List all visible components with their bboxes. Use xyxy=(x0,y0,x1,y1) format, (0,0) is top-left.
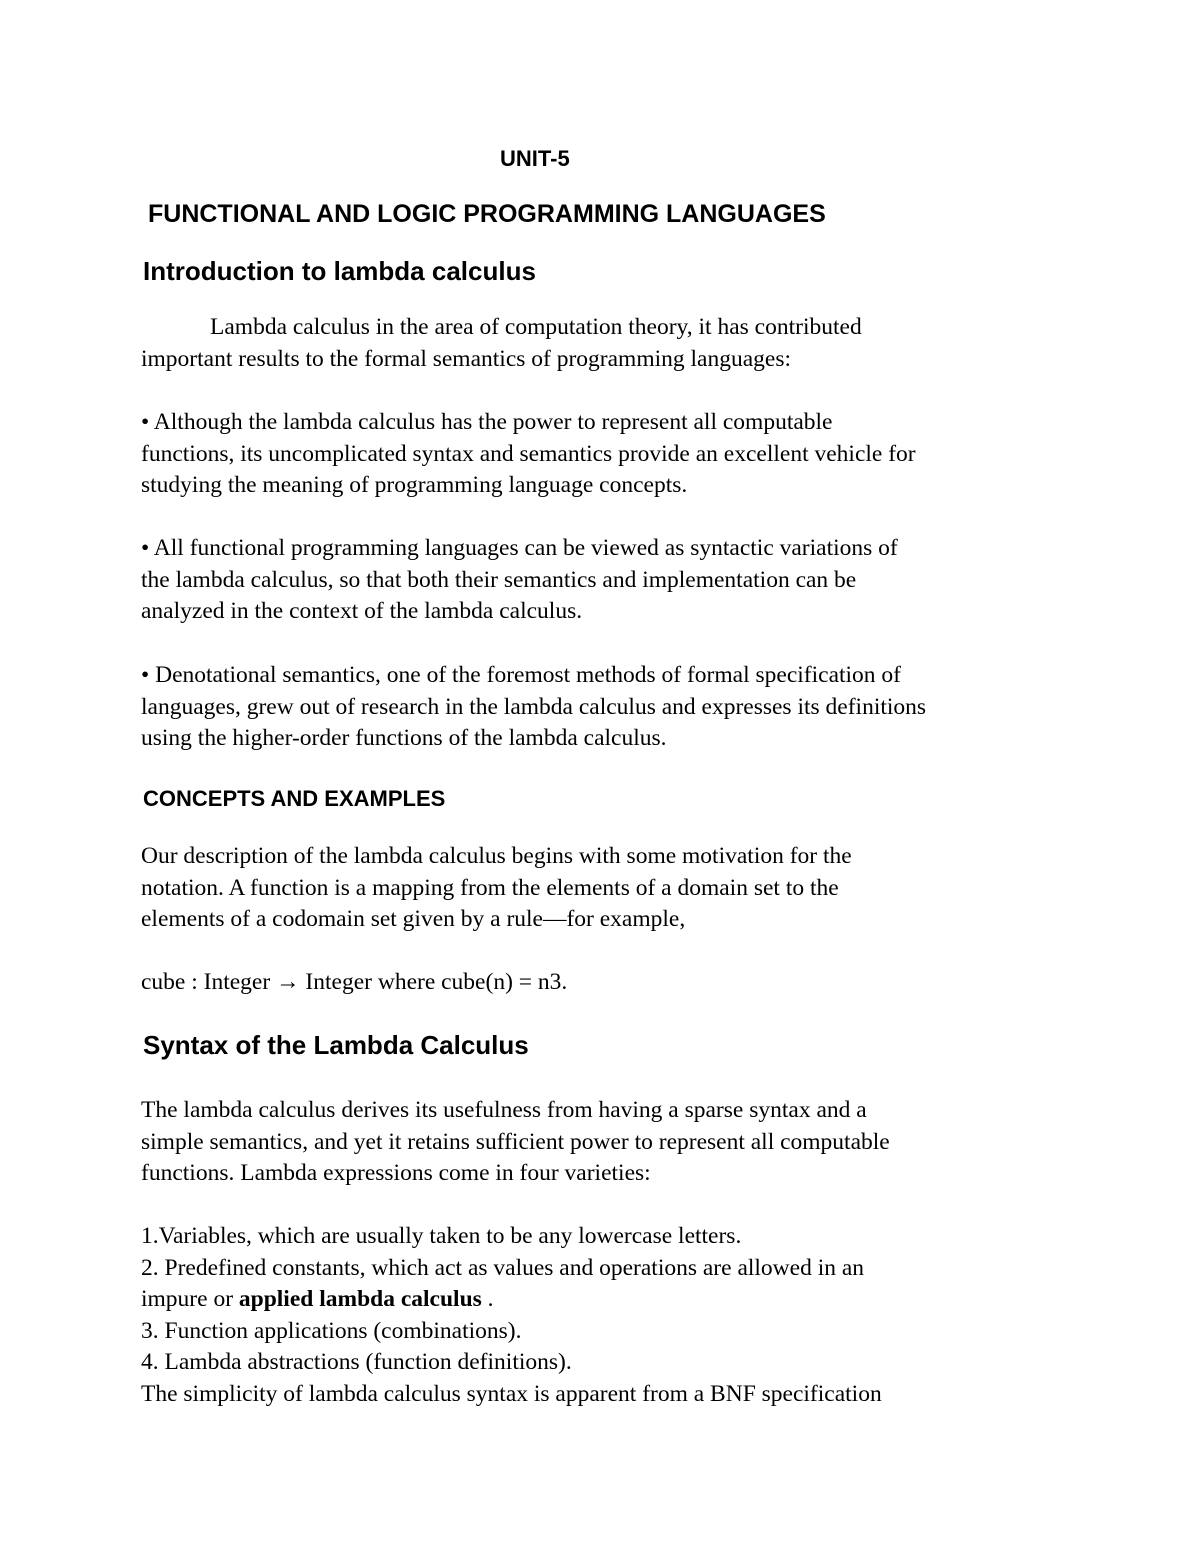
unit-label: UNIT-5 xyxy=(500,146,570,171)
text-line: notation. A function is a mapping from the elements of a domain set to the xyxy=(141,874,839,901)
cube-example: cube : Integer → Integer where cube(n) = n3. xyxy=(141,969,568,995)
document-title: FUNCTIONAL AND LOGIC PROGRAMMING LANGUAGES xyxy=(148,200,826,228)
heading-concepts-examples: CONCEPTS AND EXAMPLES xyxy=(143,786,446,811)
syntax-paragraph xyxy=(141,1095,890,1190)
text-line: The lambda calculus derives its usefulness from having a sparse syntax and a xyxy=(141,1097,867,1123)
text-line: important results to the formal semantics of programming languages: xyxy=(141,345,792,372)
text-line: using the higher-order functions of the lambda calculus. xyxy=(141,725,667,751)
text-line: • All functional programming languages can be viewed as syntactic variations of xyxy=(141,535,898,561)
text-line: languages, grew out of research in the lambda calculus and expresses its definitions xyxy=(141,693,927,720)
bullet-computable xyxy=(141,407,916,502)
text-run: impure or xyxy=(141,1286,239,1312)
heading-syntax-lambda: Syntax of the Lambda Calculus xyxy=(143,1030,529,1060)
list-item: 3. Function applications (combinations). xyxy=(141,1317,522,1344)
text-line: Our description of the lambda calculus begins with some motivation for the xyxy=(141,843,852,869)
list-item-continued xyxy=(141,1284,882,1316)
bold-term: applied lambda calculus xyxy=(238,1286,482,1312)
text-line: • Denotational semantics, one of the foremost methods of formal specification of xyxy=(141,662,902,688)
closing-line: The simplicity of lambda calculus syntax is apparent from a BNF specification xyxy=(141,1380,882,1407)
intro-paragraph xyxy=(141,312,862,375)
text-line: the lambda calculus, so that both their semantics and implementation can be xyxy=(141,566,857,593)
text-line: functions, its uncomplicated syntax and semantics provide an excellent vehicle for xyxy=(141,440,916,467)
concepts-paragraph xyxy=(141,841,852,936)
heading-intro-lambda: Introduction to lambda calculus xyxy=(143,256,536,286)
text-line: simple semantics, and yet it retains sufficient power to represent all computable xyxy=(141,1128,890,1155)
bullet-functional-languages xyxy=(141,533,898,628)
text-line: analyzed in the context of the lambda calculus. xyxy=(141,598,583,624)
list-item: 1.Variables, which are usually taken to be any lowercase letters. xyxy=(141,1223,742,1249)
list-item: 4. Lambda abstractions (function definitions). xyxy=(141,1349,572,1375)
text-line: studying the meaning of programming language concepts. xyxy=(141,472,688,498)
bullet-denotational xyxy=(141,660,926,755)
text-line: functions. Lambda expressions come in four varieties: xyxy=(141,1160,651,1186)
text-line: elements of a codomain set given by a rule—for example, xyxy=(141,906,686,932)
text-line: Lambda calculus in the area of computation theory, it has contributed xyxy=(210,314,862,340)
text-line: • Although the lambda calculus has the power to represent all computable xyxy=(141,409,833,435)
text-run: . xyxy=(481,1286,494,1312)
varieties-list xyxy=(141,1221,882,1410)
list-item: 2. Predefined constants, which act as values and operations are allowed in an xyxy=(141,1254,865,1281)
